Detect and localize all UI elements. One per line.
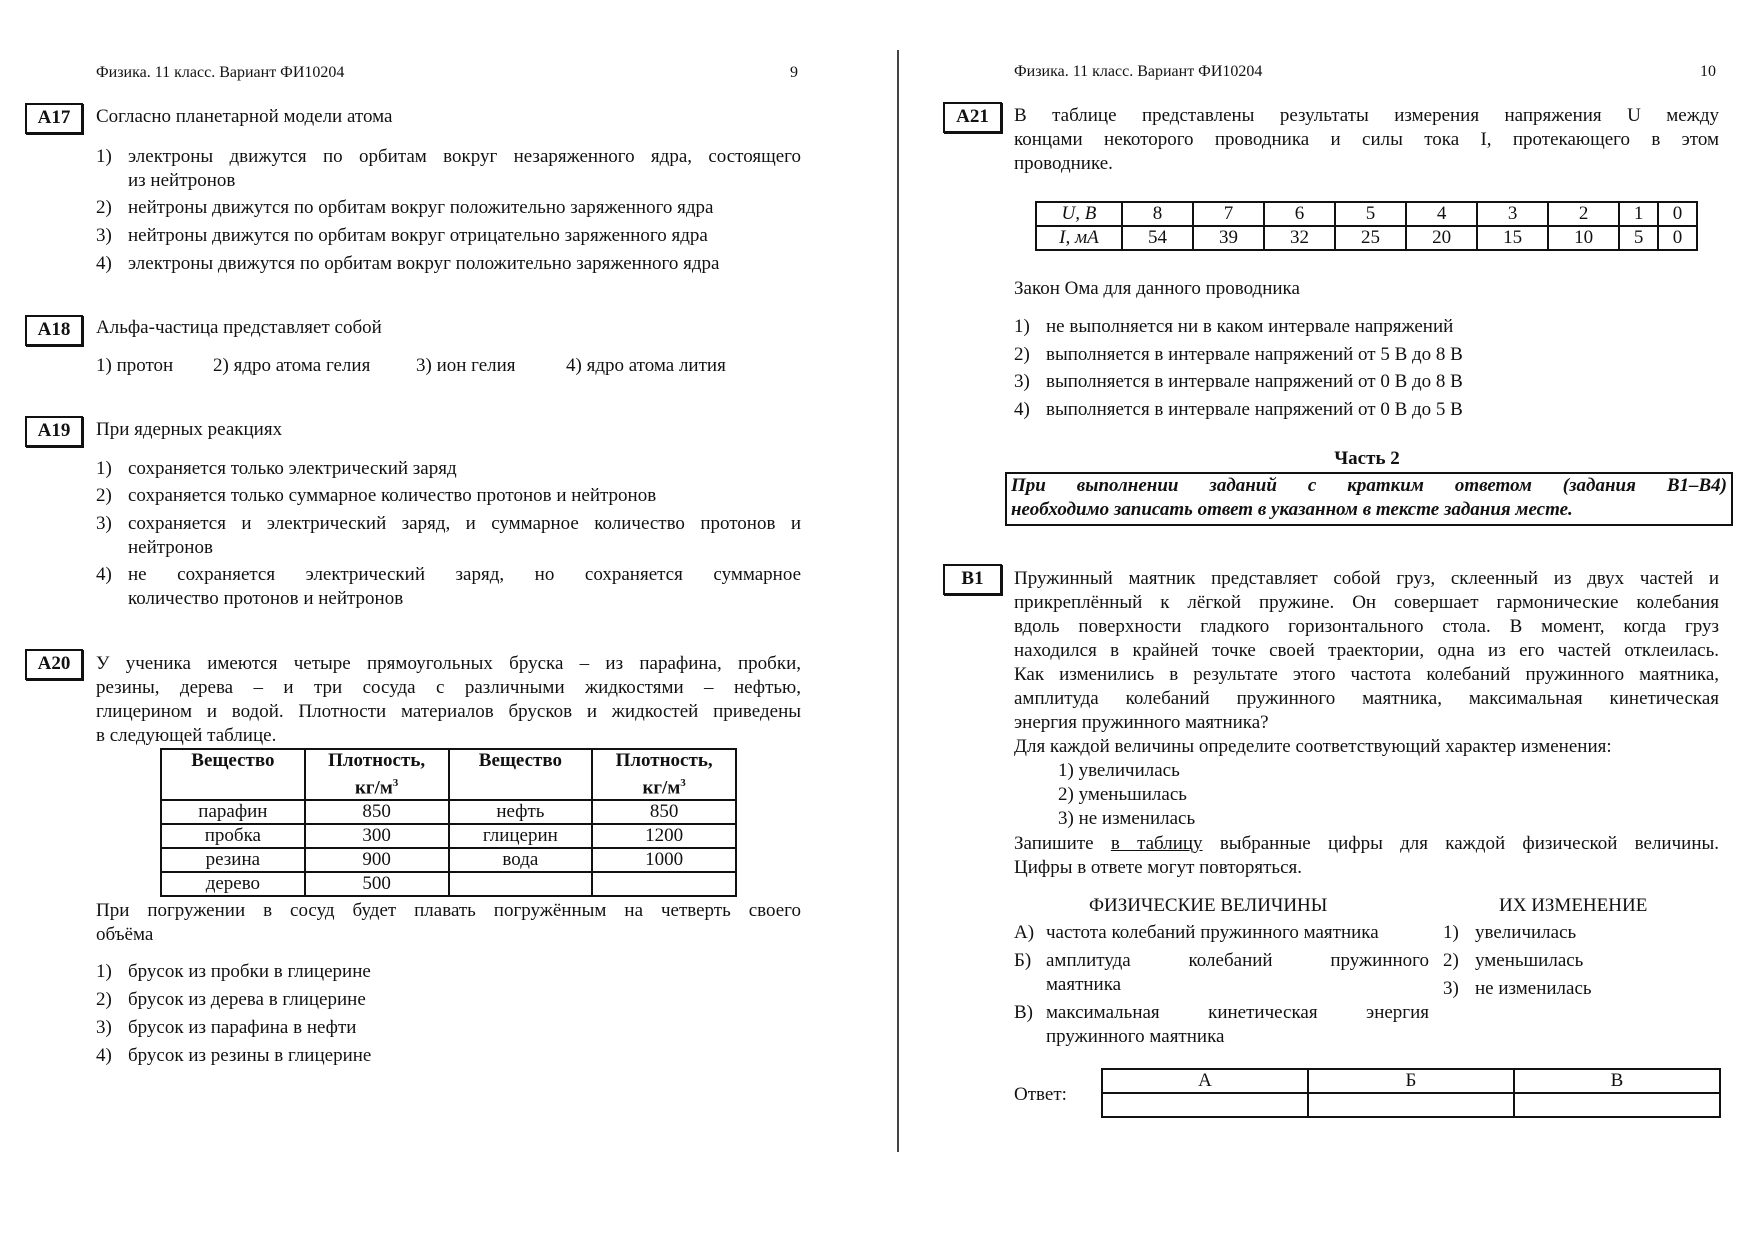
quantity-b-text: амплитуда колебаний пружинного — [1046, 950, 1429, 971]
b1-text-line: находился в крайней точке своей траектории, одна из его частей отклеилась. — [1014, 640, 1719, 661]
i-value: 32 — [1264, 226, 1335, 250]
option-number: 1) — [1014, 316, 1030, 337]
header-text: Плотность, — [615, 750, 713, 771]
quantity-c-text-cont: пружинного маятника — [1046, 1026, 1225, 1047]
quantity-letter: Б) — [1014, 950, 1032, 971]
u-value: 7 — [1193, 202, 1264, 226]
u-value: 1 — [1619, 202, 1658, 226]
a20-option-1 — [96, 960, 371, 984]
u-value: 5 — [1335, 202, 1406, 226]
quantity-a — [1014, 921, 1379, 945]
i-value: 10 — [1548, 226, 1619, 250]
page-number: 9 — [790, 64, 798, 81]
part2-title: Часть 2 — [1334, 448, 1400, 469]
instruction-text: Запишите — [1014, 833, 1094, 854]
a17-question: Согласно планетарной модели атома — [96, 106, 393, 127]
a18-option-1: 1) протон — [96, 355, 174, 376]
table-header-row — [161, 749, 736, 800]
row-label — [1036, 202, 1122, 226]
answer-input-c[interactable] — [1514, 1093, 1720, 1117]
table-row-u — [1036, 202, 1697, 226]
b1-text-line: Для каждой величины определите соответствующий характер изменения: — [1014, 736, 1612, 757]
change-text: уменьшилась — [1475, 950, 1584, 971]
row-label-text: U, В — [1061, 203, 1097, 224]
changes-column-title: ИХ ИЗМЕНЕНИЕ — [1499, 895, 1648, 916]
instruction-text: выбранные цифры для каждой физической величины. — [1219, 833, 1719, 854]
header-cell — [305, 749, 449, 800]
a18-option-3: 3) ион гелия — [416, 355, 516, 376]
task-label-a17: A17 — [25, 103, 83, 134]
u-value: 2 — [1548, 202, 1619, 226]
a17-option-3 — [96, 224, 708, 248]
change-number: 2) — [1443, 950, 1459, 971]
a21-option-1 — [1014, 315, 1453, 339]
a21-text-line: проводнике. — [1014, 153, 1113, 174]
option-text: выполняется в интервале напряжений от 0 В до 8 В — [1046, 371, 1463, 392]
a20-option-3 — [96, 1016, 356, 1040]
part2-note-line: необходимо записать ответ в указанном в тексте задания месте. — [1011, 499, 1573, 520]
a21-option-4 — [1014, 398, 1463, 422]
change-number: 1) — [1443, 922, 1459, 943]
a20-text-line: резины, дерева – и три сосуда с различными жидкостями – нефтью, — [96, 677, 801, 698]
b1-text-line: вдоль поверхности гладкого горизонтального стола. В момент, когда груз — [1014, 616, 1719, 637]
page-header: Физика. 11 класс. Вариант ФИ10204 — [96, 64, 345, 81]
a17-option-1-text: электроны движутся по орбитам вокруг незаряженного ядра, состоящего — [128, 146, 801, 167]
table-cell: 850 — [305, 800, 449, 824]
b1-text-line: прикреплённый к лёгкой пружине. Он совершает гармонические колебания — [1014, 592, 1719, 613]
answer-table — [1101, 1068, 1721, 1118]
a19-option-1 — [96, 457, 457, 481]
option-number: 1) — [96, 458, 112, 479]
task-label-b1: B1 — [943, 564, 1002, 595]
b1-instruction — [1014, 832, 1719, 856]
i-value: 25 — [1335, 226, 1406, 250]
u-value: 0 — [1658, 202, 1697, 226]
a20-text-line: в следующей таблице. — [96, 725, 277, 746]
a17-option-4 — [96, 252, 719, 276]
table-cell: 1000 — [592, 848, 736, 872]
table-row — [161, 872, 736, 896]
i-value: 54 — [1122, 226, 1193, 250]
a19-option-3 — [96, 512, 128, 536]
a19-question: При ядерных реакциях — [96, 419, 283, 440]
page-number: 10 — [1700, 63, 1716, 80]
u-value: 6 — [1264, 202, 1335, 226]
i-value: 20 — [1406, 226, 1477, 250]
b1-instruction-line2: Цифры в ответе могут повторяться. — [1014, 857, 1302, 878]
table-cell: 900 — [305, 848, 449, 872]
change-option-1 — [1443, 921, 1576, 945]
option-text: выполняется в интервале напряжений от 0 В до 5 В — [1046, 399, 1463, 420]
density-table — [160, 748, 737, 897]
a21-question: Закон Ома для данного проводника — [1014, 278, 1300, 299]
b1-change-item: 3) не изменилась — [1058, 808, 1196, 829]
table-cell: резина — [161, 848, 305, 872]
option-number: 1) — [96, 146, 112, 167]
quantity-text: частота колебаний пружинного маятника — [1046, 922, 1379, 943]
a18-option-4: 4) ядро атома лития — [566, 355, 726, 376]
answer-label: Ответ: — [1014, 1084, 1067, 1105]
a19-option-3-text-cont: нейтронов — [128, 537, 213, 558]
option-text: сохраняется только суммарное количество протонов и нейтронов — [128, 485, 657, 506]
header-cell — [592, 749, 736, 800]
quantity-b-text-cont: маятника — [1046, 974, 1122, 995]
option-number: 2) — [96, 197, 112, 218]
table-cell: пробка — [161, 824, 305, 848]
table-row — [161, 800, 736, 824]
answer-input-b[interactable] — [1308, 1093, 1514, 1117]
quantities-column-title: ФИЗИЧЕСКИЕ ВЕЛИЧИНЫ — [1089, 895, 1328, 916]
a20-question-line: объёма — [96, 924, 154, 945]
a18-question: Альфа-частица представляет собой — [96, 317, 382, 338]
table-cell: глицерин — [449, 824, 593, 848]
row-label — [1036, 226, 1122, 250]
answer-header-c: В — [1514, 1069, 1720, 1093]
a20-option-2 — [96, 988, 366, 1012]
answer-input-row — [1102, 1093, 1720, 1117]
option-text: нейтроны движутся по орбитам вокруг положительно заряженного ядра — [128, 197, 714, 218]
a18-option-2: 2) ядро атома гелия — [213, 355, 371, 376]
option-number: 4) — [96, 564, 112, 585]
option-number: 3) — [96, 1017, 112, 1038]
option-text: брусок из дерева в глицерине — [128, 989, 366, 1010]
quantity-c — [1014, 1001, 1046, 1025]
b1-change-item: 1) увеличилась — [1058, 760, 1180, 781]
option-number: 1) — [96, 961, 112, 982]
a17-option-1-text-cont: из нейтронов — [128, 170, 236, 191]
table-row — [161, 824, 736, 848]
task-label-a19: A19 — [25, 416, 83, 447]
a21-text-line: В таблице представлены результаты измерения напряжения U между — [1014, 105, 1719, 126]
answer-header-b: Б — [1308, 1069, 1514, 1093]
option-text: электроны движутся по орбитам вокруг положительно заряженного ядра — [128, 253, 720, 274]
table-cell: 1200 — [592, 824, 736, 848]
table-cell: 850 — [592, 800, 736, 824]
page-header: Физика. 11 класс. Вариант ФИ10204 — [1014, 63, 1263, 80]
task-label-a21: A21 — [943, 102, 1002, 133]
a19-option-4-text-cont: количество протонов и нейтронов — [128, 588, 404, 609]
task-label-a20: A20 — [25, 649, 83, 680]
a21-option-3 — [1014, 370, 1463, 394]
b1-text-line: Пружинный маятник представляет собой груз, склеенный из двух частей и — [1014, 568, 1719, 589]
i-value: 5 — [1619, 226, 1658, 250]
option-number: 4) — [96, 253, 112, 274]
unit-sup: 3 — [392, 777, 399, 789]
table-cell: 300 — [305, 824, 449, 848]
option-number: 2) — [1014, 344, 1030, 365]
u-value: 8 — [1122, 202, 1193, 226]
option-text: выполняется в интервале напряжений от 5 В до 8 В — [1046, 344, 1463, 365]
quantity-b — [1014, 949, 1046, 973]
option-text: не выполняется ни в каком интервале напряжений — [1046, 316, 1454, 337]
header-text: Плотность, — [328, 750, 426, 771]
part2-note-box — [1005, 472, 1733, 526]
b1-text-line: энергия пружинного маятника? — [1014, 712, 1269, 733]
option-text: брусок из парафина в нефти — [128, 1017, 357, 1038]
quantity-letter: А) — [1014, 922, 1035, 943]
option-number: 4) — [1014, 399, 1030, 420]
header-cell: Вещество — [161, 749, 305, 800]
table-cell: дерево — [161, 872, 305, 896]
a20-question-line: При погружении в сосуд будет плавать погружённым на четверть своего — [96, 900, 801, 921]
a17-option-1 — [96, 145, 128, 169]
option-number: 2) — [96, 485, 112, 506]
change-number: 3) — [1443, 978, 1459, 999]
a20-option-4 — [96, 1044, 371, 1068]
table-cell — [592, 872, 736, 896]
voltage-current-table — [1035, 201, 1698, 251]
unit-text: кг/м — [354, 777, 393, 799]
option-text: нейтроны движутся по орбитам вокруг отрицательно заряженного ядра — [128, 225, 708, 246]
unit-sup: 3 — [680, 777, 686, 789]
change-option-3 — [1443, 977, 1592, 1001]
answer-input-a[interactable] — [1102, 1093, 1308, 1117]
table-cell — [449, 872, 593, 896]
change-option-2 — [1443, 949, 1583, 973]
part2-note-line: При выполнении заданий с кратким ответом (задания B1–B4) — [1011, 475, 1727, 496]
quantity-c-text: максимальная кинетическая энергия — [1046, 1002, 1429, 1023]
change-text: не изменилась — [1475, 978, 1592, 999]
a21-option-2 — [1014, 343, 1463, 367]
a19-option-4-text: не сохраняется электрический заряд, но сохраняется суммарное — [128, 564, 801, 585]
page-divider — [897, 50, 899, 1152]
row-label-text: I, мА — [1059, 227, 1099, 248]
table-row-i — [1036, 226, 1697, 250]
a20-text-line: глицерином и водой. Плотности материалов брусков и жидкостей приведены — [96, 701, 801, 722]
option-number: 3) — [96, 513, 112, 534]
b1-text-line: Как изменились в результате этого частота колебаний пружинного маятника, — [1014, 664, 1719, 685]
change-text: увеличилась — [1475, 922, 1577, 943]
instruction-underlined: в таблицу — [1110, 833, 1203, 854]
option-number: 3) — [1014, 371, 1030, 392]
option-text: сохраняется только электрический заряд — [128, 458, 457, 479]
option-text: брусок из резины в глицерине — [128, 1045, 372, 1066]
table-row — [161, 848, 736, 872]
u-value: 3 — [1477, 202, 1548, 226]
answer-header-a: А — [1102, 1069, 1308, 1093]
option-text: брусок из пробки в глицерине — [128, 961, 371, 982]
header-cell: Вещество — [449, 749, 593, 800]
option-number: 2) — [96, 989, 112, 1010]
a19-option-4 — [96, 563, 128, 587]
b1-change-item: 2) уменьшилась — [1058, 784, 1187, 805]
i-value: 15 — [1477, 226, 1548, 250]
a19-option-2 — [96, 484, 656, 508]
task-label-a18: A18 — [25, 315, 83, 346]
a17-option-2 — [96, 196, 714, 220]
unit-text: кг/м — [642, 777, 681, 799]
option-number: 4) — [96, 1045, 112, 1066]
u-value: 4 — [1406, 202, 1477, 226]
quantity-letter: В) — [1014, 1002, 1033, 1023]
a19-option-3-text: сохраняется и электрический заряд, и суммарное количество протонов и — [128, 513, 801, 534]
option-number: 3) — [96, 225, 112, 246]
i-value: 0 — [1658, 226, 1697, 250]
table-cell: парафин — [161, 800, 305, 824]
table-cell: нефть — [449, 800, 593, 824]
a20-text-line: У ученика имеются четыре прямоугольных бруска – из парафина, пробки, — [96, 653, 801, 674]
table-cell: 500 — [305, 872, 449, 896]
table-cell: вода — [449, 848, 593, 872]
i-value: 39 — [1193, 226, 1264, 250]
a21-text-line: концами некоторого проводника и силы тока I, протекающего в этом — [1014, 129, 1719, 150]
b1-text-line: амплитуда колебаний пружинного маятника, максимальная кинетическая — [1014, 688, 1719, 709]
answer-header-row — [1102, 1069, 1720, 1093]
